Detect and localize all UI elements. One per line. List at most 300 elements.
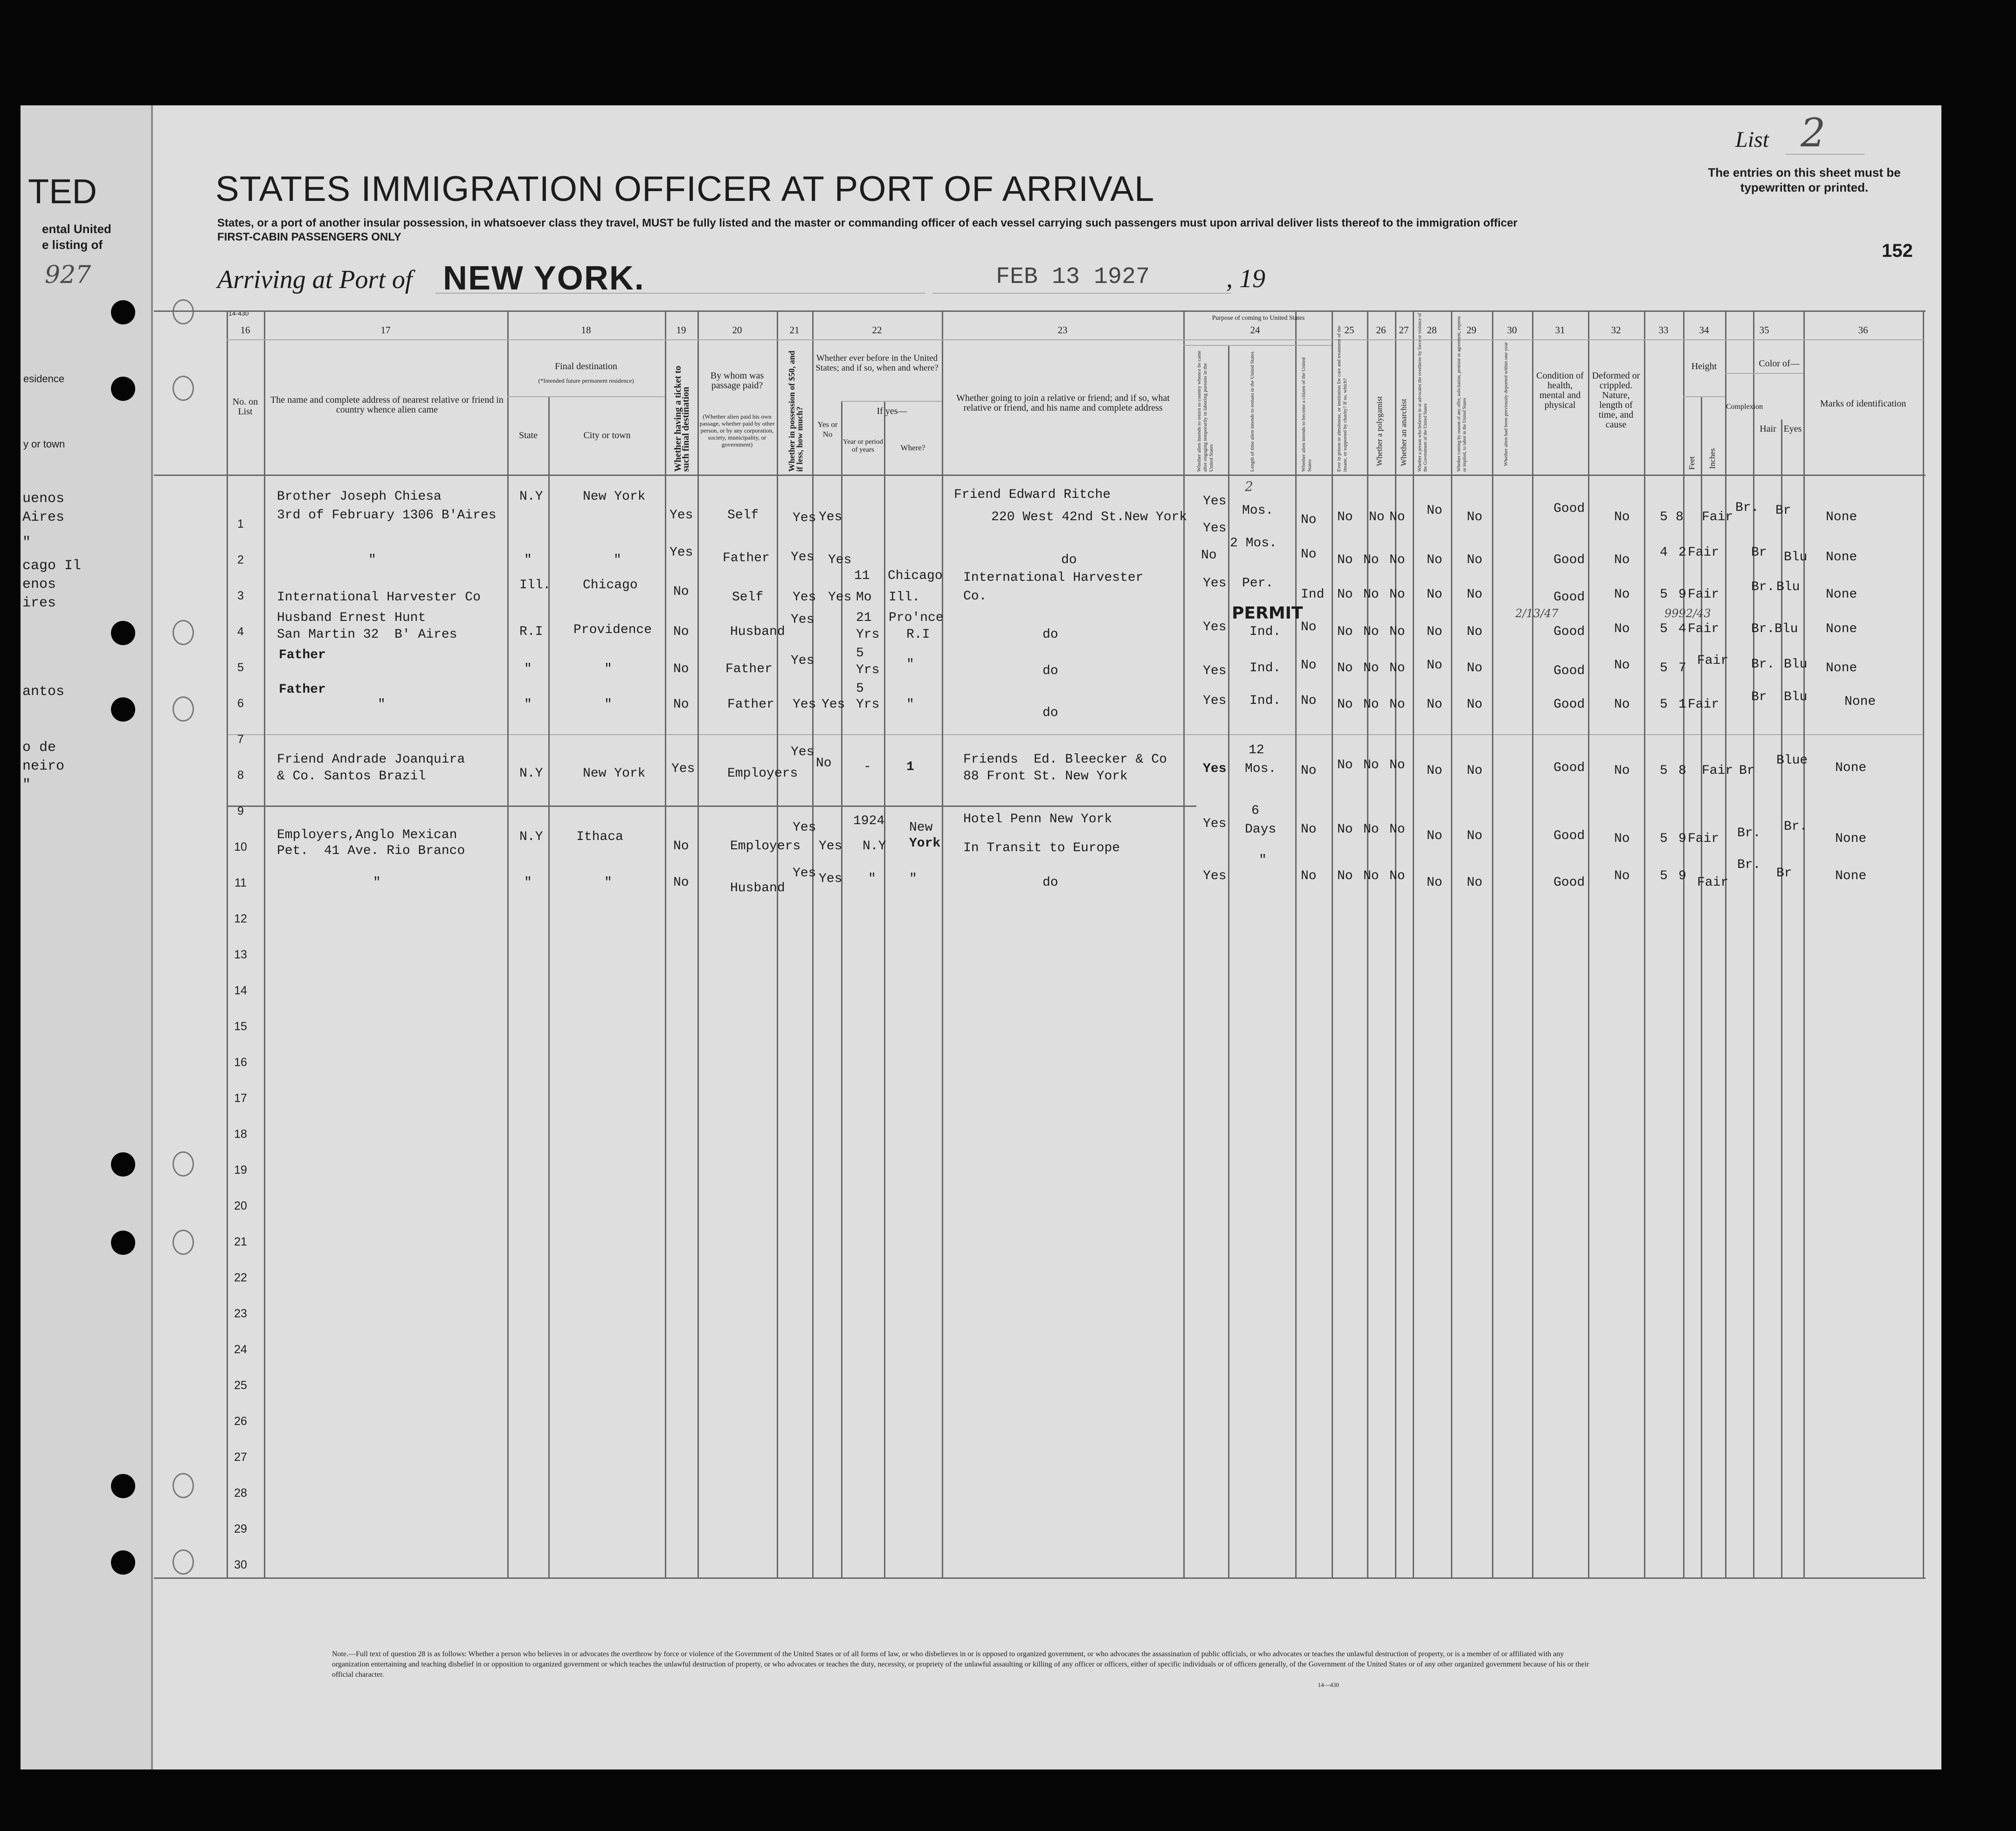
cell-anarchist: No <box>1363 758 1379 772</box>
cell-polygamist: No <box>1337 697 1353 712</box>
cell-anarchist: No <box>1369 510 1385 524</box>
header-passage-paid: By whom was passage paid? <box>710 371 764 391</box>
cell-overthrow: No <box>1427 829 1443 843</box>
cell-marks: None <box>1826 550 1857 564</box>
colnum-20: 20 <box>732 324 742 336</box>
binder-hole-ring <box>173 1473 194 1498</box>
binder-hole-ring <box>173 1230 194 1255</box>
cell-before: Yes <box>819 510 842 524</box>
row-number: 2 <box>237 553 244 566</box>
col-border <box>1332 310 1333 1577</box>
port-underline <box>435 293 925 294</box>
cell-city: New York <box>583 766 646 781</box>
cell-length: 6 <box>1251 804 1259 818</box>
cell-paid: Self <box>727 508 759 523</box>
colnum-28: 28 <box>1427 324 1437 336</box>
cell-prison: No <box>1301 658 1317 673</box>
cell-marks: None <box>1826 510 1857 524</box>
binder-hole-ring <box>173 1549 194 1575</box>
header-year-period: Year or period of years <box>843 438 883 454</box>
cell-polygamist: No <box>1337 587 1353 602</box>
binder-hole <box>111 1231 135 1255</box>
col-border <box>1492 310 1493 1577</box>
col-border <box>884 401 885 1577</box>
col-border <box>1923 310 1924 1577</box>
cell-marks: None <box>1835 761 1867 775</box>
header-overthrow: Whether a person who believes in or advocates the overthrow by force or violence of the Government of the United States <box>1417 313 1428 472</box>
row-number: 3 <box>237 589 244 602</box>
form-title: STATES IMMIGRATION OFFICER AT PORT OF ARRIVAL <box>215 169 1155 209</box>
cell-return: Yes <box>1203 664 1227 678</box>
cell-inches: 8 <box>1678 764 1686 778</box>
cell-anarchist-2: No <box>1389 625 1405 639</box>
cell-length-unit: Days <box>1245 822 1277 837</box>
cell-join: Hotel Penn New York <box>963 812 1112 826</box>
cell-complexion: Fair <box>1688 622 1719 636</box>
cell-relative: " <box>373 875 381 890</box>
color-sub-line <box>1725 373 1803 374</box>
header-ticket: Whether having a ticket to such final destination <box>673 365 691 472</box>
binder-hole <box>111 621 135 645</box>
cell-anarchist-2: No <box>1389 822 1405 837</box>
cell-complexion: Fair <box>1688 832 1719 846</box>
header-labor-offer: Whether coming by reason of any offer, solicitation, promise or agreement, express or implied, to labor in the United States <box>1457 316 1467 472</box>
cell-join: do <box>1043 706 1058 720</box>
row-number: 27 <box>234 1451 247 1464</box>
row-number: 6 <box>237 697 244 710</box>
cell-where: New <box>909 820 933 835</box>
cell-join-address: 220 West 42nd St.New York <box>991 510 1188 524</box>
cell-length: Ind. <box>1250 625 1281 639</box>
cell-join: Friends Ed. Bleecker & Co <box>963 752 1167 767</box>
cell-before: Yes <box>828 553 852 567</box>
cell-paid: Husband <box>730 625 785 639</box>
header-height: Height <box>1691 361 1717 372</box>
colnum-35: 35 <box>1759 324 1769 336</box>
cell-return: Yes <box>1203 762 1227 776</box>
arriving-label: Arriving at Port of <box>217 265 413 294</box>
cell-anarchist: No <box>1363 697 1379 712</box>
cell-state: " <box>524 875 532 890</box>
cell-relative: Friend Andrade Joanquira <box>277 752 465 767</box>
cell-eyes: Blu <box>1784 550 1808 564</box>
cell-paid: Husband <box>730 881 785 895</box>
cell-deformed: No <box>1614 697 1630 712</box>
footnote: Note.—Full text of question 28 is as follows: Whether a person who believes in or advocates the overthrow by force or violence of the Government of the United States or of all forms of law, or who disbelieves in or is opposed to organized government, or who advocates the assassination of public officials, or who advocates or teaches the unlawful destruction of property, or is a member of or affiliated with any organization entertaining and teaching disbelief in or opposition to organized government or which teaches the unlawful destruction of property, or who advocates or teaches the duty, necessity, or propriety of the unlawful assaulting or killing of any officer or officers, either of specific individuals or of officers generally, of the Government of the United States or of any other organized government because of his or their official character. 14—430 <box>332 1649 1600 1690</box>
cell-marks: None <box>1826 661 1857 675</box>
cell-year-2: Yrs <box>856 663 880 677</box>
cell-overthrow: No <box>1427 875 1443 890</box>
cell-city: " <box>604 662 612 676</box>
cell-health: Good <box>1553 502 1585 516</box>
cell-health: Good <box>1553 664 1585 678</box>
cell-feet: 5 <box>1660 869 1668 883</box>
left-year-fragment: 927 <box>45 261 91 289</box>
cell-health: Good <box>1553 829 1585 843</box>
cell-return: Yes <box>1203 494 1227 509</box>
cell-length: " <box>1259 853 1267 867</box>
col-border <box>1183 310 1185 1577</box>
group-separator <box>227 805 1196 807</box>
cell-city: Chicago <box>583 578 638 592</box>
cell-relative: Father <box>279 648 326 662</box>
row-number: 17 <box>234 1092 247 1105</box>
cell-paid: Father <box>723 551 770 565</box>
cell-labor: No <box>1467 829 1483 843</box>
cell-anarchist-2: No <box>1389 510 1405 524</box>
cell-where: " <box>906 657 914 672</box>
header-money: Whether in possession of $50, and if less, how much? <box>787 351 804 472</box>
cell-overthrow: No <box>1427 503 1443 518</box>
cell-anarchist-2: No <box>1389 587 1405 602</box>
cell-city: Ithaca <box>576 830 623 844</box>
list-number: 2 <box>1801 110 1826 156</box>
cell-year: 1924 <box>853 814 885 828</box>
cell-complexion: Fair <box>1697 875 1729 890</box>
col-border <box>1644 310 1645 1577</box>
col-border <box>1725 310 1726 1577</box>
cell-where: Ill. <box>889 590 920 605</box>
cell-before: Yes <box>822 697 845 712</box>
cell-return-2: Yes <box>1203 521 1227 536</box>
col-border <box>812 310 814 1577</box>
cell-anarchist-2: No <box>1389 661 1405 675</box>
cell-eyes: Blue <box>1776 753 1808 768</box>
cell-ticket: Yes <box>670 545 693 560</box>
colnum-29: 29 <box>1466 324 1477 336</box>
row-number: 28 <box>234 1487 247 1500</box>
cell-polygamist: No <box>1337 553 1353 567</box>
before-sub-line <box>841 401 942 402</box>
colnum-16: 16 <box>240 324 250 336</box>
cell-labor: No <box>1467 764 1483 778</box>
binder-hole-ring <box>173 696 194 722</box>
header-purpose-return: Whether alien intends to return to country whence he came after engaging temporarily in laboring pursuits in the United States <box>1196 351 1214 472</box>
handwritten-date: 2/13/47 <box>1515 607 1559 620</box>
cell-join: do <box>1061 553 1077 567</box>
cell-state: Ill. <box>519 578 551 592</box>
header-final-destination: Final destination <box>555 361 617 372</box>
header-health: Condition of health, mental and physical <box>1536 371 1584 410</box>
cell-before: Yes <box>819 872 842 886</box>
cell-ticket: No <box>673 839 689 854</box>
left-town-header: y or town <box>23 438 65 450</box>
colnum-17: 17 <box>380 324 391 336</box>
cell-year: 21 <box>856 611 872 625</box>
cell-deformed: No <box>1614 553 1630 567</box>
cell-polygamist: No <box>1337 822 1353 837</box>
cell-feet: 5 <box>1660 510 1668 524</box>
cell-money: Yes <box>791 745 815 759</box>
cell-prison: No <box>1301 822 1317 837</box>
cell-state: N.Y <box>519 489 543 504</box>
cell-city: Providence <box>573 623 652 637</box>
cell-health: Good <box>1553 553 1585 567</box>
cell-ticket: Yes <box>671 762 695 776</box>
cell-deformed: No <box>1614 587 1630 602</box>
cell-feet: 5 <box>1660 622 1668 636</box>
cell-state: " <box>524 662 532 676</box>
cell-length: Ind. <box>1250 694 1281 708</box>
cell-anarchist: No <box>1363 869 1379 883</box>
cell-health: Good <box>1553 590 1585 605</box>
cell-complexion: Fair <box>1702 764 1733 778</box>
cell-marks: None <box>1835 869 1867 883</box>
cell-prison: No <box>1301 547 1317 562</box>
cell-join-address: In Transit to Europe <box>963 841 1120 855</box>
row-number: 22 <box>234 1271 247 1284</box>
row-number: 10 <box>234 840 247 854</box>
cell-complexion: Fair <box>1688 545 1719 560</box>
cell-health: Good <box>1553 697 1585 712</box>
binder-hole-ring <box>173 620 194 645</box>
cell-health: Good <box>1553 875 1585 890</box>
cell-labor: No <box>1467 587 1483 602</box>
header-deported: Whether alien had been previously deported within one year <box>1503 342 1509 466</box>
binder-hole-ring <box>173 299 194 324</box>
cell-labor: No <box>1467 875 1483 890</box>
binder-hole-ring <box>173 1151 194 1177</box>
row-number: 7 <box>237 733 244 746</box>
col-border <box>841 401 842 1577</box>
cell-relative: " <box>368 553 376 567</box>
colnum-21: 21 <box>789 324 800 336</box>
cell-hair: Br. <box>1751 580 1775 594</box>
row-number: 9 <box>237 805 244 818</box>
col-border <box>1588 310 1589 1577</box>
cell-prison: No <box>1301 764 1317 778</box>
table-header-bottom <box>154 475 1926 476</box>
cell-state: " <box>524 697 532 712</box>
header-before-us: Whether ever before in the United States; and if so, when and where? <box>815 353 939 373</box>
cell-inches: 2 <box>1678 545 1686 560</box>
cell-join-address: Co. <box>963 589 987 604</box>
row-number: 8 <box>237 769 244 782</box>
colnum-24: 24 <box>1250 324 1260 336</box>
colnum-31: 31 <box>1555 324 1565 336</box>
row-number: 1 <box>237 517 244 530</box>
cell-relative: Father <box>279 682 326 697</box>
cell-hair: Br <box>1739 764 1755 778</box>
cell-eyes: Blu <box>1774 622 1798 636</box>
cell-relative-address: Pet. 41 Ave. Rio Branco <box>277 844 465 858</box>
cell-money: Yes <box>793 697 816 712</box>
cell-anarchist-2: No <box>1389 758 1405 772</box>
cell-deformed: No <box>1614 510 1630 524</box>
colnum-32: 32 <box>1611 324 1621 336</box>
binder-hole <box>111 300 135 324</box>
cell-where: Pro'nce <box>889 611 944 625</box>
row-number: 4 <box>237 625 244 638</box>
cell-overthrow: No <box>1427 697 1443 712</box>
cell-return: Yes <box>1203 620 1227 634</box>
cell-anarchist-2: No <box>1389 697 1405 712</box>
cell-paid: Self <box>732 590 764 605</box>
header-no-on-list: No. on List <box>232 397 258 417</box>
handwritten-number: 9992/43 <box>1664 607 1711 620</box>
cell-labor: No <box>1467 553 1483 567</box>
cell-feet: 4 <box>1660 545 1668 560</box>
row-number: 29 <box>234 1522 247 1535</box>
cell-where: 1 <box>906 760 914 774</box>
cell-ticket: No <box>673 585 689 599</box>
cell-ticket: No <box>673 697 689 712</box>
header-inches: Inches <box>1708 448 1717 469</box>
cell-ticket: Yes <box>670 508 693 523</box>
cell-length: 2 <box>1245 479 1253 494</box>
date-underline <box>932 293 1231 294</box>
header-purpose-citizen: Whether alien intends to become a citizen of the United States <box>1301 357 1312 472</box>
cell-year: 5 <box>856 681 864 696</box>
cell-feet: 5 <box>1660 661 1668 675</box>
cell-hair: Br. <box>1735 501 1759 515</box>
row-number: 13 <box>234 948 247 961</box>
col-border <box>1803 310 1805 1577</box>
cell-relative-address: " <box>378 697 386 712</box>
cell-polygamist: No <box>1337 869 1353 883</box>
cell-polygamist: No <box>1337 661 1353 675</box>
cell-relative: International Harvester Co <box>277 590 481 605</box>
binder-hole <box>111 377 135 401</box>
cell-city: " <box>604 875 612 890</box>
binder-hole <box>111 1152 135 1177</box>
cell-prison: Ind <box>1301 587 1325 602</box>
cell-money: Yes <box>793 511 816 525</box>
cell-anarchist-2: No <box>1389 869 1405 883</box>
cell-join: do <box>1043 664 1058 678</box>
cell-where: Chicago <box>888 569 943 583</box>
col-border <box>1683 310 1685 1577</box>
header-complexion: Complexion <box>1726 403 1763 411</box>
header-if-yes: If yes— <box>877 406 907 416</box>
cell-marks: None <box>1835 832 1867 846</box>
colnum-36: 36 <box>1858 324 1868 336</box>
colnum-22: 22 <box>872 324 882 336</box>
colnum-18: 18 <box>581 324 591 336</box>
header-relative: The name and complete address of nearest relative or friend in country whence alien came <box>270 395 504 415</box>
cell-inches: 7 <box>1678 661 1686 675</box>
cell-deformed: No <box>1614 658 1630 673</box>
cell-join: Friend Edward Ritche <box>954 488 1111 502</box>
purpose-sub-line <box>1183 345 1332 346</box>
cell-feet: 5 <box>1660 697 1668 712</box>
cell-relative: Employers,Anglo Mexican <box>277 828 457 842</box>
cell-polygamist: No <box>1337 510 1353 524</box>
header-yes-no: Yes or No <box>817 420 838 439</box>
col-border <box>1395 310 1396 1577</box>
left-column-entries: uenos Aires " cago Il enos ires antos o de neiro " <box>22 491 82 793</box>
row-number: 20 <box>234 1199 247 1212</box>
cell-hair: Br <box>1751 545 1767 560</box>
cell-paid: Father <box>727 697 774 712</box>
destination-sub-line <box>507 396 665 397</box>
left-page-strip <box>21 105 153 1769</box>
row-number: 30 <box>234 1558 247 1571</box>
cell-hair: Br. <box>1751 657 1775 672</box>
cell-health: Good <box>1553 761 1585 775</box>
header-join-relative: Whether going to join a relative or friend; and if so, what relative or friend, and his name and complete address <box>956 393 1170 413</box>
cell-annotation: PERMIT <box>1232 604 1303 623</box>
cell-polygamist: No <box>1337 625 1353 639</box>
col-border <box>1532 310 1533 1577</box>
col-border <box>697 310 699 1577</box>
cell-length: 2 Mos. <box>1230 536 1277 551</box>
cell-prison: No <box>1301 620 1317 634</box>
col-border <box>548 396 550 1577</box>
cell-feet: 5 <box>1660 832 1668 846</box>
table-bottom-border <box>154 1577 1926 1579</box>
page-number: 152 <box>1882 241 1913 261</box>
col-border <box>1701 396 1702 1577</box>
cell-anarchist: No <box>1363 553 1379 567</box>
cell-where-2: R.I <box>906 627 930 642</box>
cell-city: " <box>604 697 612 712</box>
cell-length: Per. <box>1242 576 1274 591</box>
cell-return: Yes <box>1203 576 1227 591</box>
left-title-fragment: TED <box>28 172 97 211</box>
header-eyes: Eyes <box>1783 424 1802 434</box>
cell-relative: Brother Joseph Chiesa <box>277 489 442 504</box>
col-border <box>942 310 943 1577</box>
cell-marks: None <box>1844 695 1876 709</box>
port-name: NEW YORK. <box>443 260 645 297</box>
header-prison: Ever in prison or almshouse, or institution for care and treatment of the insane, or supported by charity? If so, which? <box>1336 325 1348 472</box>
cell-year: 11 <box>854 569 870 583</box>
cell-labor: No <box>1467 661 1483 675</box>
cell-join-address: 88 Front St. New York <box>963 769 1128 784</box>
cell-marks: None <box>1826 622 1857 636</box>
cell-overthrow: No <box>1427 625 1443 639</box>
cell-city: " <box>614 553 621 567</box>
cell-inches: 9 <box>1678 832 1686 846</box>
cell-return: Yes <box>1203 817 1227 831</box>
cell-anarchist: No <box>1363 661 1379 675</box>
row-number: 26 <box>234 1415 247 1428</box>
cell-before: Yes <box>828 590 852 605</box>
header-passage-paid-sub: (Whether alien paid his own passage, whether paid by other person, or by any corporation, society, municipality, or government) <box>699 413 775 448</box>
colnum-23: 23 <box>1057 324 1068 336</box>
cell-overthrow: No <box>1427 764 1443 778</box>
cell-relative-address: San Martin 32 B' Aires <box>277 627 457 642</box>
typewritten-note: The entries on this sheet must be typewritten or printed. <box>1708 165 1901 194</box>
header-purpose-length: Length of time alien intends to remain in the United States <box>1250 351 1255 472</box>
cell-join: do <box>1043 627 1058 642</box>
row-number: 18 <box>234 1128 247 1141</box>
cell-complexion: Fair <box>1688 697 1719 712</box>
cell-hair: Br. <box>1737 858 1761 872</box>
row-number: 5 <box>237 661 244 674</box>
row-number: 11 <box>235 876 247 889</box>
colnum-33: 33 <box>1658 324 1669 336</box>
colnum-26: 26 <box>1376 324 1386 336</box>
cell-year-2: N.Y <box>863 839 886 854</box>
binder-hole <box>111 697 135 722</box>
cell-labor: No <box>1467 510 1483 524</box>
cell-year-2: Yrs <box>856 627 880 642</box>
col-border <box>777 310 778 1577</box>
cell-prison: No <box>1301 513 1317 527</box>
colnum-25: 25 <box>1344 324 1354 336</box>
colnum-27: 27 <box>1399 324 1409 336</box>
row-number: 23 <box>234 1307 247 1320</box>
binder-hole <box>111 1474 135 1498</box>
cell-return: Yes <box>1203 694 1227 708</box>
left-margin-line-1: ental United <box>42 222 111 236</box>
cell-anarchist: No <box>1363 587 1379 602</box>
cell-year: - <box>863 760 871 774</box>
cell-money: Yes <box>793 590 816 605</box>
list-underline <box>1786 154 1865 155</box>
